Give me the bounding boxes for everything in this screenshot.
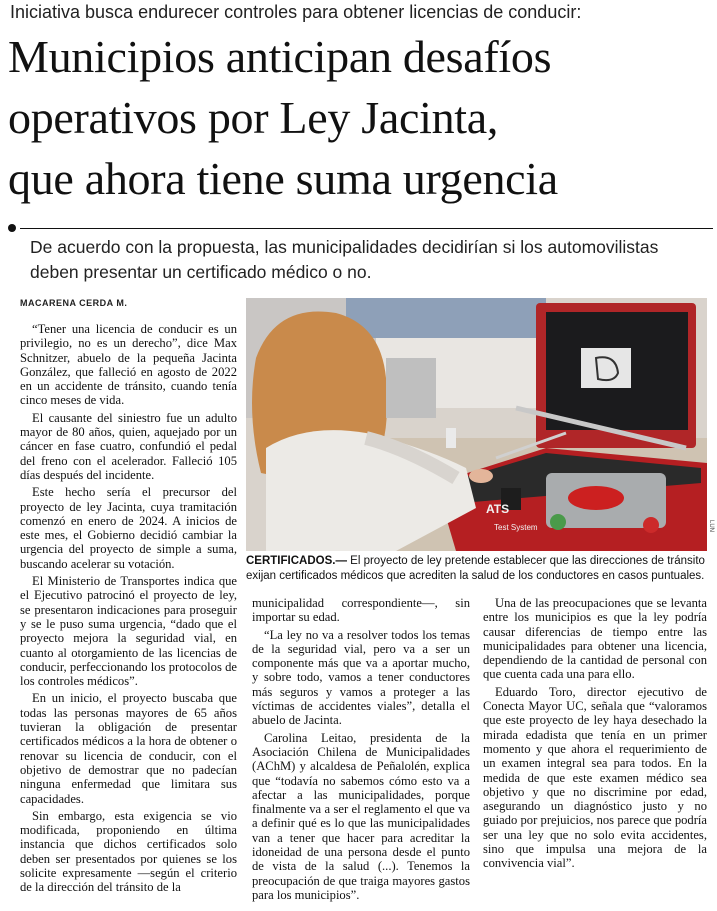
headline-rule [8,224,713,232]
paragraph: “Tener una licencia de conducir es un privilegio, no es un derecho”, dice Max Schnitzer, abuelo de la pequeña Jacinta González, que falleció en agosto de 2022 en un accidente de tránsito, cuando tenía cinco meses de vida. [20,322,237,408]
headline-line: que ahora tiene suma urgencia [8,153,558,204]
caption-text: El proyecto de ley pretende establecer que las direcciones de tránsito exijan certificados médicos que acrediten la salud de los conductores en casos puntuales. [246,555,705,582]
paragraph: El causante del siniestro fue un adulto mayor de 80 años, quien, aquejado por un cáncer en fase cuatro, confundió el pedal del freno con el acelerador. Falleció 105 días después del incidente. [20,410,237,482]
article-column-3 [483,596,707,874]
rule-dot [8,224,16,232]
paragraph: Carolina Leitao, presidenta de la Asociación Chilena de Municipalidades (AChM) y alcaldesa de Peñalolén, explica que “todavía no sabemos cómo esto va a afectar a las municipalidades, porque finalmente va a ser el reglamento el que va a definir qué es lo que las municipalidades van a tener que hacer para acreditar la idoneidad de una persona desde el punto de vista de la salud (...). Tenemos la preocupación de que traiga mayores gastos para los municipios”. [252,730,470,902]
machine-label: ATS [486,502,510,516]
paragraph: En un inicio, el proyecto buscaba que todas las personas mayores de 65 años tuvieran la obligación de presentar certificados médicos a la hora de obtener o renovar su licencia de conducir, con el objetivo de demostrar que no padecían ninguna enfermedad que limitara sus capacidades. [20,691,237,806]
paragraph: municipalidad correspondiente—, sin importar su edad. [252,596,470,625]
article-column-1 [20,322,237,898]
kicker: Iniciativa busca endurecer controles para obtener licencias de conducir: [10,2,582,22]
rule-line [20,228,713,229]
paragraph: El Ministerio de Transportes indica que el Ejecutivo patrocinó el proyecto de ley, se presentaron indicaciones para proseguir y se le puso suma urgencia, “dado que el proyecto mejora la seguridad vial, en cuanto al otorgamiento de las licencias de conducir, perfeccionando los protocolos de los controles médicos”. [20,574,237,689]
caption-label: CERTIFICADOS.— [246,555,347,567]
photo-illustration [246,298,707,551]
headline-line: operativos por Ley Jacinta, [8,92,499,143]
paragraph: Eduardo Toro, director ejecutivo de Conecta Mayor UC, señala que “valoramos que este proyecto de ley haya desechado la mirada edadista que tenía en un primer momento y que ahora el requerimiento de un examen integral sea para todos. En la medida de que este examen médico sea objetivo y que no discrimine por edad, asegurando un diagnóstico justo y no guiado por prejuicios, nos parece que podría ser una ley que no solo evita accidentes, sino que impulsa una mejora de la convivencia vial”. [483,684,707,871]
article-column-2 [252,596,470,905]
paragraph: Este hecho sería el precursor del proyecto de ley Jacinta, cuya tramitación comenzó en enero de 2024. A inicios de este mes, el Gobierno decidió cambiar la urgencia del proyecto de simple a suma, buscando acelerar su votación. [20,485,237,571]
paragraph: Una de las preocupaciones que se levanta entre los municipios es que la ley podría causar diferencias de tiempo entre las municipalidades para obtener una licencia, dependiendo de la cantidad de personal con que cuenta cada una para ello. [483,596,707,682]
paragraph: “La ley no va a resolver todos los temas de la seguridad vial, pero va a ser un componente más que va a aportar mucho, y sobre todo, vamos a tener conductores más seguros y vamos a proteger a las víctimas de accidentes viales”, detalla el abuelo de Jacinta. [252,627,470,728]
headline-line: Municipios anticipan desafíos [8,31,552,82]
photo-caption [246,554,707,583]
article-photo [246,298,707,551]
paragraph: Sin embargo, esta exigencia se vio modificada, proponiendo en última instancia que dichos certificados solo deben ser presentados por quienes se los solicite expresamente —según el criterio de la dirección del tránsito de la [20,808,237,895]
photo-credit: LUN [708,520,714,533]
machine-sublabel: Test System [494,523,538,532]
byline: MACARENA CERDA M. [20,298,128,308]
headline [8,26,713,209]
deck: De acuerdo con la propuesta, las municipalidades decidirían si los automovilistas deben presentar un certificado médico o no. [30,237,659,282]
